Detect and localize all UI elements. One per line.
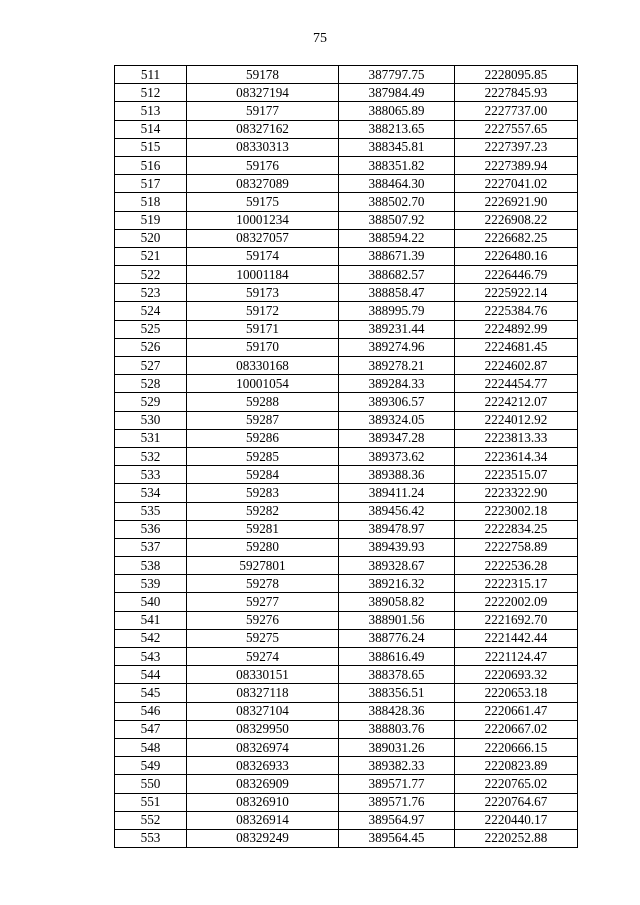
table-row [115,593,578,611]
point-id-cell: 08326910 [187,793,339,811]
y-coordinate-cell: 2222834.25 [455,520,578,538]
y-coordinate-cell: 2227041.02 [455,175,578,193]
table-row [115,84,578,102]
x-coordinate-cell: 389411.24 [339,484,455,502]
x-coordinate-cell: 388378.65 [339,666,455,684]
point-number-cell: 518 [115,193,187,211]
table-row [115,447,578,465]
table-row [115,229,578,247]
x-coordinate-cell: 388594.22 [339,229,455,247]
point-id-cell: 08326909 [187,775,339,793]
point-id-cell: 10001054 [187,375,339,393]
x-coordinate-cell: 389564.97 [339,811,455,829]
table-body [115,66,578,848]
point-id-cell: 08330168 [187,357,339,375]
point-number-cell: 536 [115,520,187,538]
x-coordinate-cell: 389571.77 [339,775,455,793]
point-number-cell: 519 [115,211,187,229]
point-number-cell: 521 [115,247,187,265]
x-coordinate-cell: 388671.39 [339,247,455,265]
table-row [115,629,578,647]
y-coordinate-cell: 2223002.18 [455,502,578,520]
x-coordinate-cell: 389058.82 [339,593,455,611]
table-row [115,466,578,484]
y-coordinate-cell: 2226908.22 [455,211,578,229]
y-coordinate-cell: 2224681.45 [455,338,578,356]
point-number-cell: 528 [115,375,187,393]
point-id-cell: 59174 [187,247,339,265]
x-coordinate-cell: 388502.70 [339,193,455,211]
x-coordinate-cell: 388776.24 [339,629,455,647]
point-id-cell: 08329950 [187,720,339,738]
table-row [115,666,578,684]
table-row [115,484,578,502]
point-id-cell: 59287 [187,411,339,429]
point-id-cell: 59277 [187,593,339,611]
table-row [115,757,578,775]
table-row [115,502,578,520]
point-number-cell: 514 [115,120,187,138]
point-id-cell: 08327118 [187,684,339,702]
table-row [115,775,578,793]
table-row [115,120,578,138]
point-id-cell: 59275 [187,629,339,647]
y-coordinate-cell: 2223322.90 [455,484,578,502]
y-coordinate-cell: 2227389.94 [455,156,578,174]
point-number-cell: 530 [115,411,187,429]
y-coordinate-cell: 2220693.32 [455,666,578,684]
table-row [115,156,578,174]
y-coordinate-cell: 2223515.07 [455,466,578,484]
table-row [115,702,578,720]
x-coordinate-cell: 389324.05 [339,411,455,429]
y-coordinate-cell: 2220661.47 [455,702,578,720]
table-row [115,284,578,302]
table-row [115,138,578,156]
point-id-cell: 5927801 [187,557,339,575]
point-number-cell: 553 [115,829,187,847]
point-id-cell: 59280 [187,538,339,556]
x-coordinate-cell: 389328.67 [339,557,455,575]
table-row [115,247,578,265]
point-id-cell: 08326933 [187,757,339,775]
point-number-cell: 552 [115,811,187,829]
y-coordinate-cell: 2227737.00 [455,102,578,120]
point-id-cell: 59288 [187,393,339,411]
x-coordinate-cell: 388464.30 [339,175,455,193]
point-number-cell: 527 [115,357,187,375]
x-coordinate-cell: 387797.75 [339,66,455,84]
table-row [115,266,578,284]
point-id-cell: 08326974 [187,738,339,756]
y-coordinate-cell: 2222536.28 [455,557,578,575]
x-coordinate-cell: 389564.45 [339,829,455,847]
point-number-cell: 548 [115,738,187,756]
point-number-cell: 547 [115,720,187,738]
point-number-cell: 531 [115,429,187,447]
point-id-cell: 59176 [187,156,339,174]
point-number-cell: 534 [115,484,187,502]
x-coordinate-cell: 389306.57 [339,393,455,411]
point-id-cell: 08326914 [187,811,339,829]
y-coordinate-cell: 2220667.02 [455,720,578,738]
y-coordinate-cell: 2220666.15 [455,738,578,756]
point-number-cell: 537 [115,538,187,556]
x-coordinate-cell: 389478.97 [339,520,455,538]
y-coordinate-cell: 2224602.87 [455,357,578,375]
y-coordinate-cell: 2223614.34 [455,447,578,465]
y-coordinate-cell: 2222002.09 [455,593,578,611]
table-row [115,429,578,447]
y-coordinate-cell: 2221692.70 [455,611,578,629]
point-number-cell: 511 [115,66,187,84]
table-row [115,829,578,847]
table-row [115,302,578,320]
point-number-cell: 515 [115,138,187,156]
table-row [115,557,578,575]
x-coordinate-cell: 388616.49 [339,648,455,666]
point-id-cell: 08330313 [187,138,339,156]
x-coordinate-cell: 388507.92 [339,211,455,229]
x-coordinate-cell: 389373.62 [339,447,455,465]
x-coordinate-cell: 389231.44 [339,320,455,338]
x-coordinate-cell: 389382.33 [339,757,455,775]
table-row [115,375,578,393]
table-row [115,684,578,702]
table-row [115,611,578,629]
y-coordinate-cell: 2220440.17 [455,811,578,829]
point-number-cell: 529 [115,393,187,411]
table-row [115,575,578,593]
point-id-cell: 59172 [187,302,339,320]
point-number-cell: 520 [115,229,187,247]
x-coordinate-cell: 388213.65 [339,120,455,138]
point-id-cell: 08327162 [187,120,339,138]
point-number-cell: 546 [115,702,187,720]
point-number-cell: 543 [115,648,187,666]
point-id-cell: 59286 [187,429,339,447]
point-number-cell: 532 [115,447,187,465]
point-number-cell: 545 [115,684,187,702]
y-coordinate-cell: 2227557.65 [455,120,578,138]
point-id-cell: 08327194 [187,84,339,102]
point-id-cell: 59274 [187,648,339,666]
point-id-cell: 59178 [187,66,339,84]
point-number-cell: 541 [115,611,187,629]
page-number: 75 [313,31,327,46]
y-coordinate-cell: 2224454.77 [455,375,578,393]
point-id-cell: 59284 [187,466,339,484]
x-coordinate-cell: 389347.28 [339,429,455,447]
point-number-cell: 550 [115,775,187,793]
point-id-cell: 59175 [187,193,339,211]
x-coordinate-cell: 388682.57 [339,266,455,284]
point-number-cell: 535 [115,502,187,520]
table-row [115,320,578,338]
y-coordinate-cell: 2224012.92 [455,411,578,429]
point-id-cell: 08330151 [187,666,339,684]
x-coordinate-cell: 389216.32 [339,575,455,593]
y-coordinate-cell: 2223813.33 [455,429,578,447]
x-coordinate-cell: 388901.56 [339,611,455,629]
y-coordinate-cell: 2224212.07 [455,393,578,411]
x-coordinate-cell: 389439.93 [339,538,455,556]
point-number-cell: 526 [115,338,187,356]
point-id-cell: 59281 [187,520,339,538]
point-id-cell: 10001184 [187,266,339,284]
x-coordinate-cell: 389388.36 [339,466,455,484]
point-id-cell: 59177 [187,102,339,120]
y-coordinate-cell: 2222315.17 [455,575,578,593]
coordinates-table [114,65,578,848]
point-number-cell: 540 [115,593,187,611]
point-id-cell: 59171 [187,320,339,338]
x-coordinate-cell: 388351.82 [339,156,455,174]
x-coordinate-cell: 388803.76 [339,720,455,738]
point-number-cell: 522 [115,266,187,284]
y-coordinate-cell: 2220823.89 [455,757,578,775]
table-row [115,720,578,738]
point-number-cell: 539 [115,575,187,593]
y-coordinate-cell: 2225384.76 [455,302,578,320]
y-coordinate-cell: 2220764.67 [455,793,578,811]
point-number-cell: 544 [115,666,187,684]
point-number-cell: 513 [115,102,187,120]
table-row [115,211,578,229]
x-coordinate-cell: 389031.26 [339,738,455,756]
y-coordinate-cell: 2227397.23 [455,138,578,156]
point-id-cell: 59173 [187,284,339,302]
point-id-cell: 59170 [187,338,339,356]
table-row [115,66,578,84]
y-coordinate-cell: 2221124.47 [455,648,578,666]
table-row [115,393,578,411]
point-number-cell: 533 [115,466,187,484]
point-id-cell: 08327089 [187,175,339,193]
table-row [115,357,578,375]
table-row [115,793,578,811]
point-number-cell: 516 [115,156,187,174]
y-coordinate-cell: 2226480.16 [455,247,578,265]
y-coordinate-cell: 2220765.02 [455,775,578,793]
table-row [115,738,578,756]
table-row [115,193,578,211]
y-coordinate-cell: 2226446.79 [455,266,578,284]
point-number-cell: 551 [115,793,187,811]
point-number-cell: 525 [115,320,187,338]
x-coordinate-cell: 388858.47 [339,284,455,302]
point-number-cell: 523 [115,284,187,302]
x-coordinate-cell: 388356.51 [339,684,455,702]
point-id-cell: 59282 [187,502,339,520]
y-coordinate-cell: 2226682.25 [455,229,578,247]
table-row [115,175,578,193]
table-row [115,648,578,666]
point-id-cell: 59276 [187,611,339,629]
x-coordinate-cell: 388345.81 [339,138,455,156]
x-coordinate-cell: 389456.42 [339,502,455,520]
x-coordinate-cell: 388065.89 [339,102,455,120]
x-coordinate-cell: 388995.79 [339,302,455,320]
table-row [115,338,578,356]
table-row [115,411,578,429]
table-row [115,520,578,538]
x-coordinate-cell: 389278.21 [339,357,455,375]
point-number-cell: 549 [115,757,187,775]
point-id-cell: 59283 [187,484,339,502]
point-id-cell: 10001234 [187,211,339,229]
y-coordinate-cell: 2220252.88 [455,829,578,847]
y-coordinate-cell: 2224892.99 [455,320,578,338]
table-row [115,538,578,556]
x-coordinate-cell: 389571.76 [339,793,455,811]
x-coordinate-cell: 389274.96 [339,338,455,356]
y-coordinate-cell: 2222758.89 [455,538,578,556]
point-number-cell: 524 [115,302,187,320]
x-coordinate-cell: 387984.49 [339,84,455,102]
point-number-cell: 538 [115,557,187,575]
point-id-cell: 08327104 [187,702,339,720]
x-coordinate-cell: 389284.33 [339,375,455,393]
point-id-cell: 08327057 [187,229,339,247]
y-coordinate-cell: 2220653.18 [455,684,578,702]
table-row [115,811,578,829]
point-id-cell: 08329249 [187,829,339,847]
point-id-cell: 59285 [187,447,339,465]
point-number-cell: 517 [115,175,187,193]
point-number-cell: 512 [115,84,187,102]
point-id-cell: 59278 [187,575,339,593]
x-coordinate-cell: 388428.36 [339,702,455,720]
y-coordinate-cell: 2227845.93 [455,84,578,102]
y-coordinate-cell: 2226921.90 [455,193,578,211]
y-coordinate-cell: 2221442.44 [455,629,578,647]
y-coordinate-cell: 2225922.14 [455,284,578,302]
table-row [115,102,578,120]
y-coordinate-cell: 2228095.85 [455,66,578,84]
point-number-cell: 542 [115,629,187,647]
